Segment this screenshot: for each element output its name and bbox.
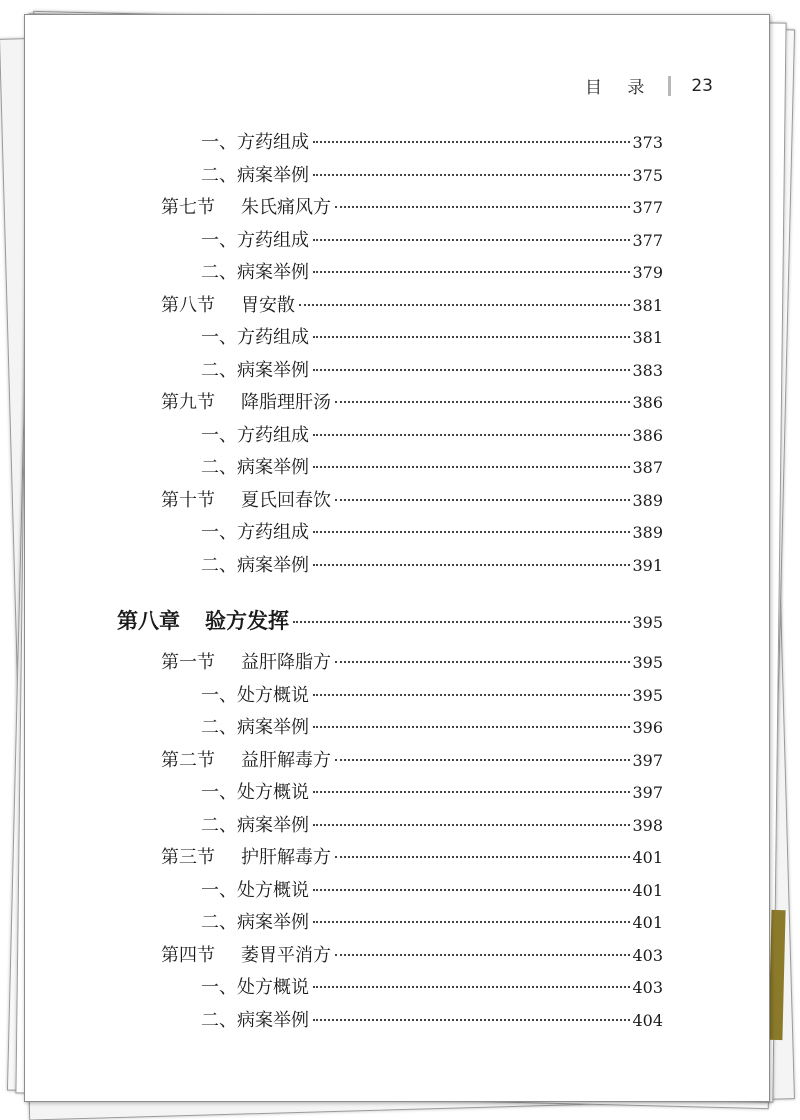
toc-entry-label: 一、方药组成	[201, 230, 309, 251]
toc-entry-title	[201, 128, 309, 158]
toc-entry-label: 一、处方概说	[201, 880, 309, 901]
dot-leader	[313, 694, 630, 696]
toc-entry-title	[161, 291, 295, 321]
toc-page-number: 375	[632, 166, 663, 185]
dot-leader	[313, 889, 630, 891]
toc-entry-label: 萎胃平消方	[241, 945, 331, 966]
toc-entry-item	[201, 161, 663, 191]
toc-page-number: 386	[632, 426, 663, 445]
header-divider	[668, 76, 671, 96]
toc-entry-item	[201, 973, 663, 1003]
toc-entry-title	[201, 551, 309, 581]
toc-page-number: 397	[632, 783, 663, 802]
toc-entry-section	[161, 648, 663, 678]
toc-entry-title	[161, 486, 331, 516]
toc-entry-title	[201, 973, 309, 1003]
toc-page-number: 381	[632, 296, 663, 315]
toc-entry-number: 第七节	[161, 197, 215, 218]
toc-page-number: 383	[632, 361, 663, 380]
toc-page-number: 389	[632, 491, 663, 510]
toc-page-number: 395	[632, 686, 663, 705]
toc-entry-title	[201, 258, 309, 288]
dot-leader	[313, 141, 630, 143]
dot-leader	[313, 466, 630, 468]
toc-entry-item	[201, 681, 663, 711]
dot-leader	[335, 661, 630, 663]
toc-entry-label: 二、病案举例	[201, 165, 309, 186]
toc-entry-title	[161, 193, 331, 223]
toc-entry-title	[201, 323, 309, 353]
toc-entry-label: 二、病案举例	[201, 555, 309, 576]
dot-leader	[313, 369, 630, 371]
toc-entry-title	[201, 421, 309, 451]
toc-entry-label: 一、方药组成	[201, 132, 309, 153]
toc-page-number: 395	[632, 613, 663, 632]
toc-page-number: 379	[632, 263, 663, 282]
toc-page-number: 401	[632, 881, 663, 900]
toc-page-number: 387	[632, 458, 663, 477]
toc-page-number: 395	[632, 653, 663, 672]
toc-entry-item	[201, 421, 663, 451]
toc-entry-label: 益肝降脂方	[241, 652, 331, 673]
toc-entry-item	[201, 226, 663, 256]
toc-page-number: 386	[632, 393, 663, 412]
dot-leader	[313, 564, 630, 566]
toc-entry-item	[201, 453, 663, 483]
toc-entry-title	[117, 606, 289, 636]
dot-leader	[313, 986, 630, 988]
toc-entry-section	[161, 193, 663, 223]
toc-entry-title	[201, 681, 309, 711]
toc-page-number: 401	[632, 913, 663, 932]
toc-page-number: 377	[632, 231, 663, 250]
document-page	[24, 14, 770, 1102]
toc-entry-item	[201, 908, 663, 938]
toc-entry-label: 二、病案举例	[201, 360, 309, 381]
toc-entry-section	[161, 941, 663, 971]
toc-page-number: 381	[632, 328, 663, 347]
toc-entry-label: 益肝解毒方	[241, 750, 331, 771]
running-header-title: 目 录	[584, 78, 655, 98]
toc-entry-section	[161, 388, 663, 418]
toc-entry-item	[201, 518, 663, 548]
toc-entry-number: 第十节	[161, 490, 215, 511]
toc-entry-label: 二、病案举例	[201, 457, 309, 478]
dot-leader	[335, 206, 630, 208]
toc-entry-item	[201, 778, 663, 808]
dot-leader	[313, 174, 630, 176]
toc-entry-item	[201, 323, 663, 353]
toc-entry-title	[201, 453, 309, 483]
toc-entry-section	[161, 843, 663, 873]
toc-entry-label: 降脂理肝汤	[241, 392, 331, 413]
dot-leader	[313, 824, 630, 826]
toc-entry-title	[161, 941, 331, 971]
toc-entry-item	[201, 356, 663, 386]
toc-page-number: 397	[632, 751, 663, 770]
toc-entry-number: 第四节	[161, 945, 215, 966]
toc-entry-title	[201, 908, 309, 938]
dot-leader	[313, 1019, 630, 1021]
dot-leader	[313, 271, 630, 273]
toc-entry-title	[201, 226, 309, 256]
dot-leader	[313, 726, 630, 728]
toc-entry-title	[201, 778, 309, 808]
dot-leader	[313, 531, 630, 533]
toc-entry-label: 二、病案举例	[201, 1010, 309, 1031]
toc-entry-title	[201, 811, 309, 841]
toc-page-number: 403	[632, 978, 663, 997]
toc-entry-label: 一、方药组成	[201, 425, 309, 446]
toc-entry-item	[201, 258, 663, 288]
toc-entry-chapter	[117, 606, 663, 636]
toc-entry-number: 第九节	[161, 392, 215, 413]
dot-leader	[335, 759, 630, 761]
toc-page-number: 403	[632, 946, 663, 965]
toc-entry-section	[161, 746, 663, 776]
toc-entry-number: 第八章	[117, 608, 180, 633]
toc-page-number: 404	[632, 1011, 663, 1030]
toc-entry-label: 一、方药组成	[201, 522, 309, 543]
toc-page-number: 373	[632, 133, 663, 152]
toc-entry-label: 一、处方概说	[201, 782, 309, 803]
toc-entry-number: 第一节	[161, 652, 215, 673]
toc-entry-section	[161, 291, 663, 321]
toc-entry-label: 朱氏痛风方	[241, 197, 331, 218]
toc-entry-item	[201, 128, 663, 158]
toc-page-number: 391	[632, 556, 663, 575]
dot-leader	[335, 856, 630, 858]
toc-entry-title	[201, 876, 309, 906]
toc-entry-item	[201, 1006, 663, 1036]
toc-page-number: 377	[632, 198, 663, 217]
toc-entry-number: 第八节	[161, 295, 215, 316]
toc-entry-label: 护肝解毒方	[241, 847, 331, 868]
toc-entry-title	[201, 356, 309, 386]
toc-entry-item	[201, 713, 663, 743]
dot-leader	[335, 954, 630, 956]
toc-entry-label: 二、病案举例	[201, 262, 309, 283]
running-header	[585, 73, 713, 98]
toc-entry-title	[201, 518, 309, 548]
dot-leader	[293, 621, 630, 623]
toc-entry-title	[161, 843, 331, 873]
dot-leader	[335, 401, 630, 403]
toc-entry-label: 胃安散	[241, 295, 295, 316]
toc-entry-item	[201, 876, 663, 906]
toc-entry-label: 一、处方概说	[201, 685, 309, 706]
dot-leader	[313, 239, 630, 241]
dot-leader	[299, 304, 630, 306]
dot-leader	[313, 336, 630, 338]
toc-entry-label: 夏氏回春饮	[241, 490, 331, 511]
toc-entry-label: 验方发挥	[205, 608, 289, 633]
toc-page-number: 389	[632, 523, 663, 542]
toc-entry-number: 第三节	[161, 847, 215, 868]
toc-entry-title	[201, 161, 309, 191]
dot-leader	[313, 434, 630, 436]
toc-page-number: 401	[632, 848, 663, 867]
toc-page-number: 396	[632, 718, 663, 737]
page-number: 23	[691, 75, 713, 96]
toc-entry-item	[201, 551, 663, 581]
toc-entry-label: 一、处方概说	[201, 977, 309, 998]
toc-entry-title	[161, 648, 331, 678]
toc-entry-title	[201, 713, 309, 743]
toc-entry-label: 二、病案举例	[201, 912, 309, 933]
toc-page-number: 398	[632, 816, 663, 835]
toc-entry-item	[201, 811, 663, 841]
toc-entry-label: 二、病案举例	[201, 815, 309, 836]
dot-leader	[335, 499, 630, 501]
toc-entry-label: 一、方药组成	[201, 327, 309, 348]
toc-entry-number: 第二节	[161, 750, 215, 771]
toc-entry-label: 二、病案举例	[201, 717, 309, 738]
dot-leader	[313, 791, 630, 793]
toc-entry-title	[201, 1006, 309, 1036]
toc-entry-title	[161, 388, 331, 418]
toc-entry-section	[161, 486, 663, 516]
toc-entry-title	[161, 746, 331, 776]
dot-leader	[313, 921, 630, 923]
